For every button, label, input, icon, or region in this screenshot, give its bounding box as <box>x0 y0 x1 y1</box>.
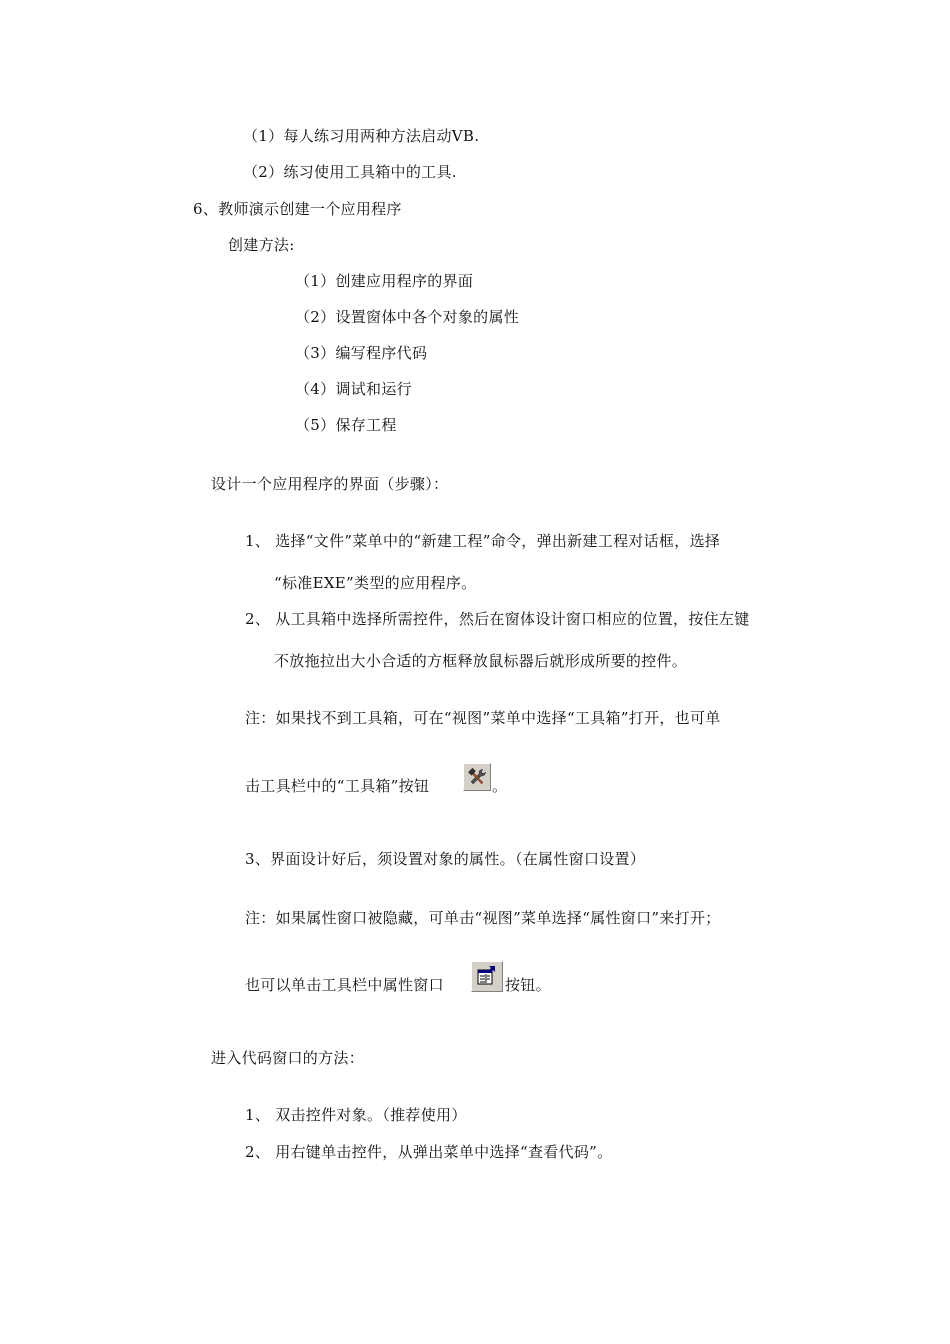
note-2-line-2: 也可以单击工具栏中属性窗口 <box>245 976 444 994</box>
design-step-1-line-1: 1、 选择“文件”菜单中的“新建工程”命令，弹出新建工程对话框，选择 <box>245 532 721 550</box>
code-window-item-1: 1、 双击控件对象。（推荐使用） <box>245 1106 467 1124</box>
note-1-line-2 <box>245 776 429 796</box>
method-item-3: （3）编写程序代码 <box>295 344 428 362</box>
note-1-line-1: 注：如果找不到工具箱，可在“视图”菜单中选择“工具箱”打开，也可单 <box>245 709 721 727</box>
toolbox-hammer-wrench-icon <box>463 763 491 791</box>
note-1-line-2-end: 。 <box>492 777 508 795</box>
design-step-3: 3、界面设计好后，须设置对象的属性。（在属性窗口设置） <box>245 850 646 868</box>
note-2-line-1: 注：如果属性窗口被隐藏，可单击“视图”菜单选择“属性窗口”来打开； <box>245 909 721 927</box>
design-step-2-line-1: 2、 从工具箱中选择所需控件，然后在窗体设计窗口相应的位置，按住左键 <box>245 610 750 628</box>
method-item-2: （2）设置窗体中各个对象的属性 <box>295 308 520 326</box>
properties-window-icon <box>471 961 503 992</box>
method-item-4: （4）调试和运行 <box>295 380 412 398</box>
design-step-1-line-2: “标准EXE”类型的应用程序。 <box>274 574 477 592</box>
exercise-2: （2）练习使用工具箱中的工具. <box>243 163 457 181</box>
code-window-heading: 进入代码窗口的方法： <box>211 1049 365 1067</box>
methods-label: 创建方法: <box>228 236 295 254</box>
exercise-1: （1）每人练习用两种方法启动VB. <box>243 127 480 145</box>
design-heading: 设计一个应用程序的界面（步骤）： <box>211 475 449 493</box>
note-2-line-2-end: 按钮。 <box>505 976 551 994</box>
note-1-line-2-text: 击工具栏中的“工具箱”按钮 <box>245 777 430 795</box>
design-step-2-line-2: 不放拖拉出大小合适的方框释放鼠标器后就形成所要的控件。 <box>274 652 688 670</box>
section-6-heading: 6、教师演示创建一个应用程序 <box>193 200 402 218</box>
code-window-item-2: 2、 用右键单击控件，从弹出菜单中选择“查看代码”。 <box>245 1143 613 1161</box>
method-item-1: （1）创建应用程序的界面 <box>295 272 474 290</box>
method-item-5: （5）保存工程 <box>295 416 397 434</box>
